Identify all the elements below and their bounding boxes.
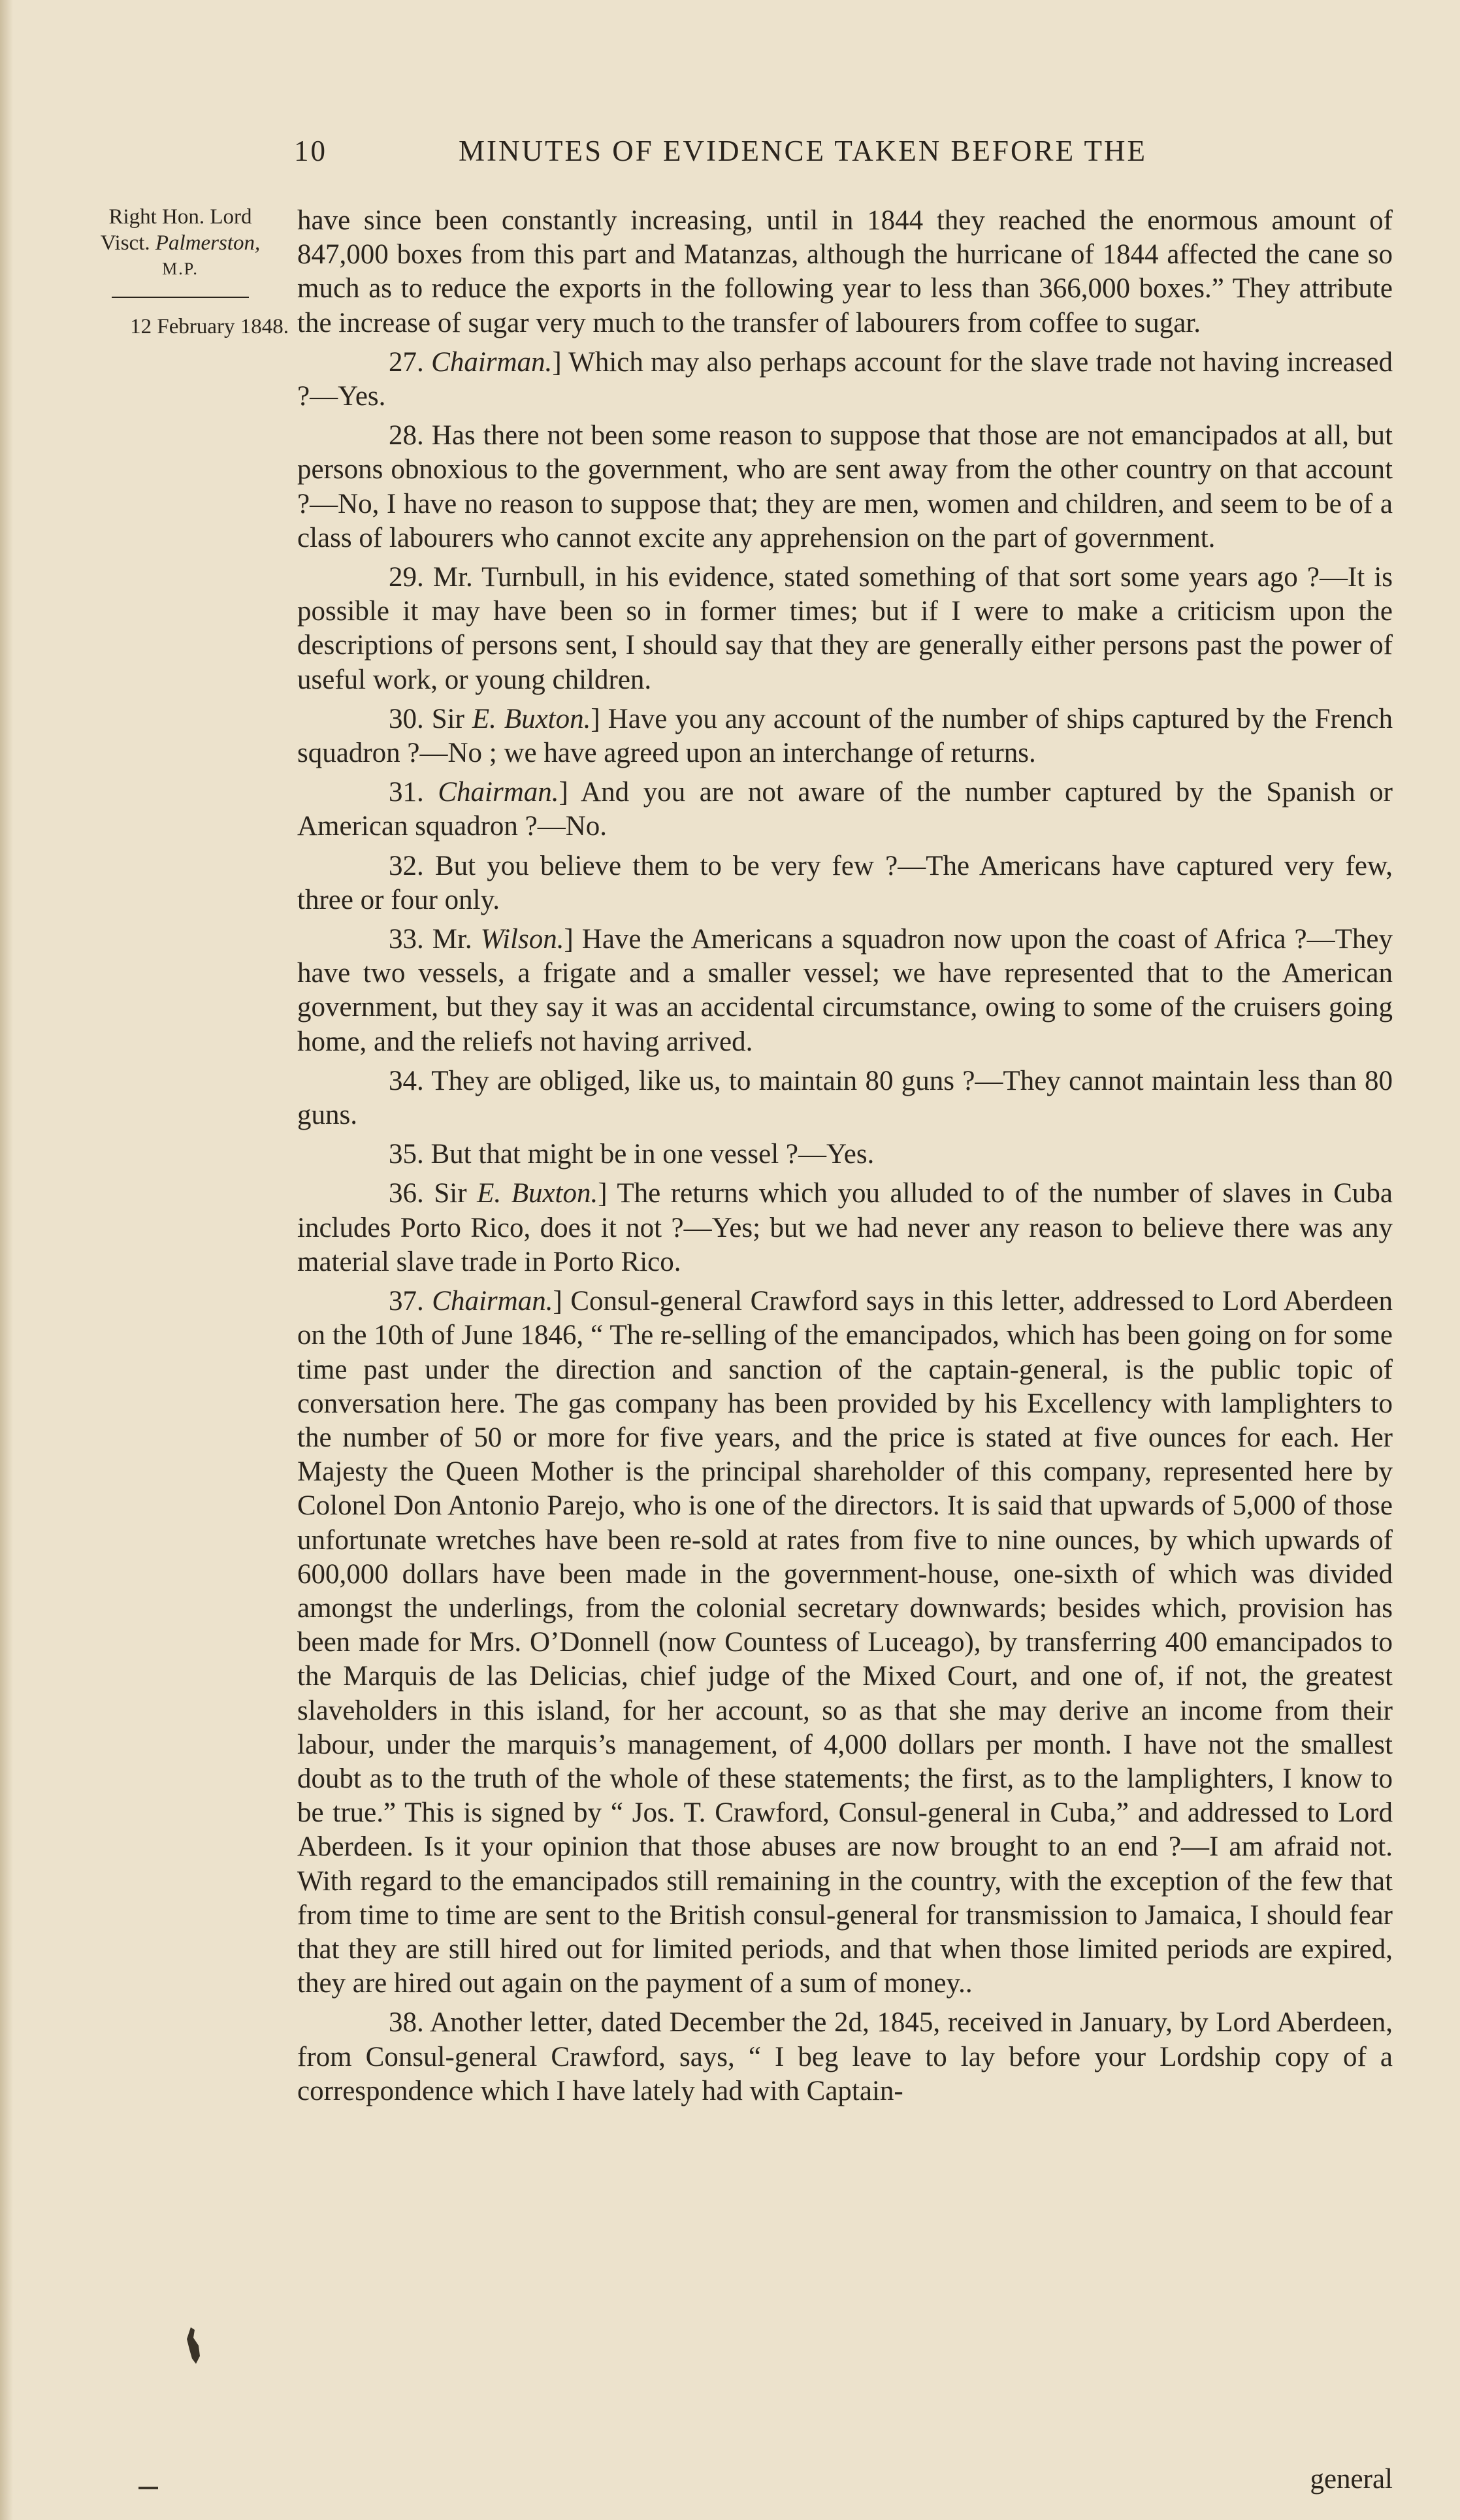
paragraph-text: 38. Another letter, dated December the 2d, 1845, received in January, by Lord Aberdeen, from Consul-general Crawford, says, “ I beg leave to lay before your Lordship copy of a correspondence which I have lately had with Captain-: [297, 2007, 1393, 2106]
witness-surname: Palmerston,: [155, 231, 261, 255]
question-30: [297, 702, 1393, 770]
ink-blot-mark: [184, 2326, 203, 2365]
question-number: 33. Mr.: [389, 924, 481, 955]
question-36: [297, 1177, 1393, 1279]
paragraph-text: ] The returns which you alluded to of the number of slaves in Cuba includes Porto Rico, does it not ?—Yes; but we had never any reason to believe there was any material slave trade in Porto Rico.: [297, 1178, 1393, 1277]
page-header: [294, 134, 1391, 180]
paragraph-text: ] And you are not aware of the number captured by the Spanish or American squadron ?—No.: [297, 777, 1393, 842]
paragraph-text: ] Have the Americans a squadron now upon the coast of Africa ?—They have two vessels, a frigate and a smaller vessel; we have represented that to the American government, but they say it was an accidental circumstance, owing to some of the cruisers going home, and the reliefs not having arrived.: [297, 924, 1393, 1057]
paragraph-text: 32. But you believe them to be very few ?—The Americans have captured very few, three or four only.: [297, 850, 1393, 915]
paragraph-text: 35. But that might be in one vessel ?—Yes.: [389, 1139, 875, 1170]
question-33: [297, 923, 1393, 1059]
margin-date: 12 February 1848.: [130, 315, 289, 338]
paragraph-text: ] Which may also perhaps account for the slave trade not having increased ?—Yes.: [297, 346, 1393, 412]
question-32: [297, 849, 1393, 917]
question-31: [297, 776, 1393, 843]
speaker-name: Wilson.: [480, 924, 564, 955]
paragraph-text: 34. They are obliged, like us, to maintain 80 guns ?—They cannot maintain less than 80 guns.: [297, 1065, 1393, 1131]
question-number: 27.: [389, 346, 432, 378]
question-38: [297, 2006, 1393, 2108]
speaker-name: Chairman.: [438, 777, 559, 808]
witness-name-line-1: Right Hon. Lord: [108, 205, 252, 229]
margin-divider: [112, 297, 249, 298]
speaker-name: Chairman.: [432, 1286, 553, 1317]
question-28: [297, 419, 1393, 555]
body-text: [297, 204, 1393, 2108]
witness-post-nominal: M.P.: [162, 259, 199, 278]
paragraph-text: 28. Has there not been some reason to suppose that those are not emancipados at all, but persons obnoxious to the government, who are sent away from the other country on that account ?—No, I have no reason to suppose that; they are men, women and children, and seem to be of a class of labourers who cannot excite any apprehension on the part of government.: [297, 420, 1393, 553]
ink-dash-mark: [138, 2486, 158, 2490]
question-37: [297, 1285, 1393, 2001]
paragraph-text: have since been constantly increasing, until in 1844 they reached the enormous amount of 847,000 boxes from this part and Matanzas, although the hurricane of 1844 affected the cane so much as to reduce the exports in the following year to less than 366,000 boxes.” They attribute the increase of sugar very much to the transfer of labourers from coffee to sugar.: [297, 205, 1393, 338]
paragraph-text: ] Consul-general Crawford says in this letter, addressed to Lord Aberdeen on the 10th of June 1846, “ The re-selling of the emancipados, which has been going on for some time past under the direction and sanction of the captain-general, is the public topic of conversation here. The gas company has been provided by his Excellency with lamplighters to the number of 50 or more for five years, and the price is stated at five ounces for each. Her Majesty the Queen Mother is the principal shareholder of this company, represented here by Colonel Don Antonio Parejo, who is one of the directors. It is said that upwards of 5,000 of those unfortunate wretches have been re-sold at rates from five to nine ounces, by which upwards of 600,000 dollars have been made in the government-house, one-sixth of which was divided amongst the underlings, from the colonial secretary downwards; besides which, provision has been made for Mrs. O’Donnell (now Countess of Luceago), by transferring 400 emancipados to the Marquis de las Delicias, chief judge of the Mixed Court, and one of, if not, the greatest slaveholders in this island, for her account, so as that she may derive an income from their labour, under the marquis’s management, of 4,000 dollars per month. I have not the smallest doubt as to the truth of the whole of these statements; the first, as to the lamplighters, I know to be true.” This is signed by “ Jos. T. Crawford, Consul-general in Cuba,” and addressed to Lord Aberdeen. Is it your opinion that those abuses are now brought to an end ?—I am afraid not. With regard to the emancipados still remaining in the country, with the exception of the few that from time to time are sent to the British consul-general for transmission to Jamaica, I should fear that they are still hired out for limited periods, and that when those limited periods are expired, they are hired out again on the payment of a sum of money..: [297, 1286, 1393, 1999]
witness-title-prefix: Visct.: [100, 231, 155, 255]
question-number: 31.: [389, 777, 438, 808]
speaker-name: Chairman.: [431, 346, 553, 378]
margin-witness-note: [72, 204, 289, 340]
question-number: 30. Sir: [389, 703, 472, 734]
binding-edge: [0, 0, 13, 2520]
question-27: [297, 346, 1393, 414]
witness-name-line-2: [72, 230, 289, 256]
question-number: 37.: [389, 1286, 432, 1317]
question-35: [297, 1137, 1393, 1171]
paragraph-text: ] Have you any account of the number of ships captured by the French squadron ?—No ; we have agreed upon an interchange of returns.: [297, 703, 1393, 769]
question-29: [297, 561, 1393, 697]
question-number: 36. Sir: [389, 1178, 478, 1209]
running-title: MINUTES OF EVIDENCE TAKEN BEFORE THE: [459, 135, 1147, 167]
page-number: 10: [294, 135, 327, 167]
catchword: general: [1310, 2464, 1393, 2495]
speaker-name: E. Buxton.: [472, 703, 591, 734]
speaker-name: E. Buxton.: [477, 1178, 598, 1209]
paragraph-text: 29. Mr. Turnbull, in his evidence, stated something of that sort some years ago ?—It is possible it may have been so in former times; but if I were to make a criticism upon the descriptions of persons sent, I should say that they are generally either persons past the power of useful work, or young children.: [297, 562, 1393, 695]
paragraph-continuation: [297, 204, 1393, 340]
question-34: [297, 1064, 1393, 1132]
